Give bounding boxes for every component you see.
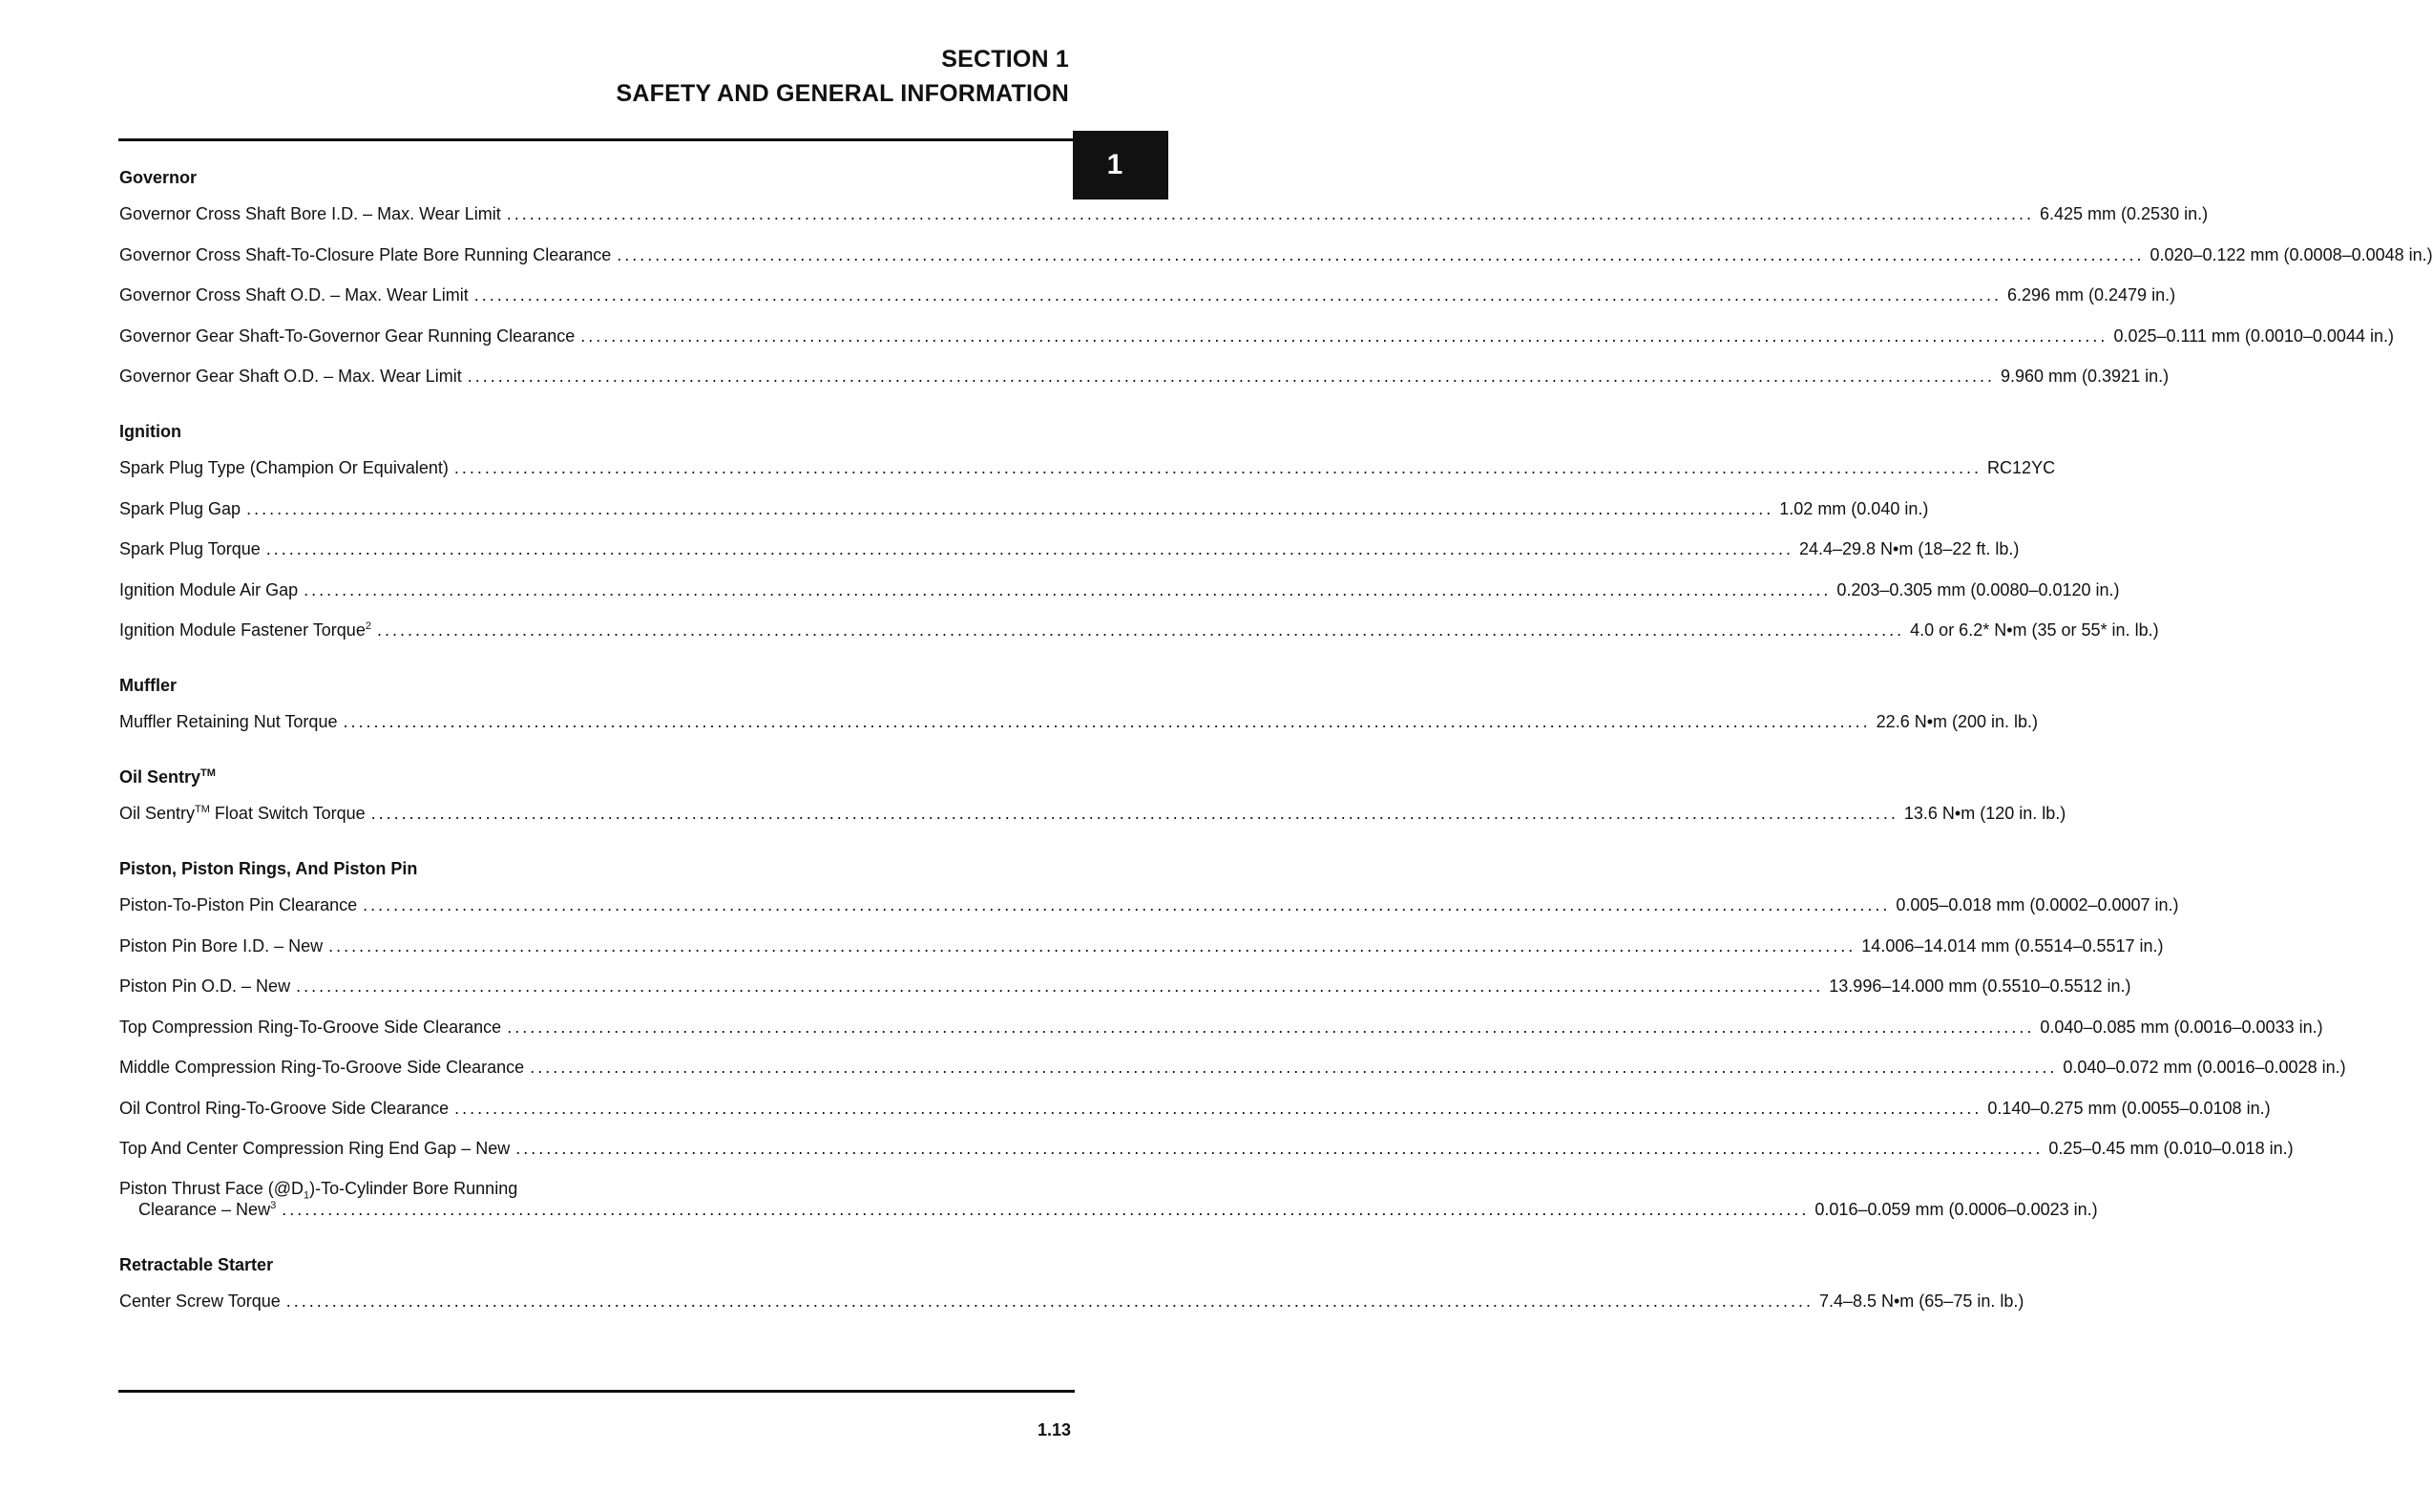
spec-label: Governor Cross Shaft Bore I.D. – Max. Wear Limit — [119, 204, 501, 223]
spec-label-text: Oil Sentry — [119, 804, 196, 823]
spec-row — [119, 579, 2120, 600]
spec-label: Center Screw Torque — [119, 1292, 281, 1311]
section-heading-text: Oil Sentry — [119, 767, 201, 787]
spec-row — [119, 284, 2176, 305]
subscript: 1 — [304, 1189, 310, 1202]
leader-dots: ........................................................................................................................................................................................................ — [467, 367, 1995, 386]
section-heading — [119, 763, 1006, 791]
spec-row — [119, 1138, 2294, 1159]
trademark-mark: TM — [200, 767, 216, 779]
leader-dots: ........................................................................................................................................................................................................ — [282, 1200, 1810, 1219]
spec-label-text: Ignition Module Fastener Torque — [119, 620, 366, 640]
spec-label-text: )-To-Cylinder Bore Running — [309, 1179, 518, 1198]
section-piston — [119, 854, 2346, 1220]
spec-value: 0.025–0.111 mm (0.0010–0.0044 in.) — [2113, 326, 2394, 346]
spec-value: 4.0 or 6.2* N•m (35 or 55* in. lb.) — [1910, 620, 2159, 640]
leader-dots: ........................................................................................................................................................................................................ — [285, 1292, 1814, 1311]
leader-dots: ........................................................................................................................................................................................................ — [454, 1098, 1982, 1118]
leader-dots: ........................................................................................................................................................................................................ — [376, 620, 1905, 640]
leader-dots: ........................................................................................................................................................................................................ — [328, 935, 1856, 956]
bottom-rule — [118, 1390, 1075, 1393]
spec-label: Oil Control Ring-To-Groove Side Clearance — [119, 1098, 450, 1118]
spec-value: 6.425 mm (0.2530 in.) — [2040, 204, 2209, 223]
spec-label: Piston-To-Piston Pin Clearance — [119, 895, 358, 914]
spec-label: Top And Center Compression Ring End Gap – New — [119, 1139, 511, 1158]
leader-dots: ........................................................................................................................................................................................................ — [304, 579, 1832, 599]
spec-label-text: Clearance – New — [138, 1200, 271, 1219]
spec-label: Spark Plug Type (Champion Or Equivalent) — [119, 458, 449, 477]
leader-dots: ........................................................................................................................................................................................................ — [265, 539, 1793, 558]
spec-value: 9.960 mm (0.3921 in.) — [2001, 367, 2170, 386]
spec-value: 1.02 mm (0.040 in.) — [1779, 498, 1929, 518]
spec-row — [119, 1199, 2098, 1220]
section-tab-label: 1 — [1106, 149, 1123, 180]
leader-dots: ........................................................................................................................................................................................................ — [617, 244, 2145, 264]
trademark-mark: TM — [195, 804, 210, 815]
spec-row — [119, 366, 2170, 387]
leader-dots: ........................................................................................................................................................................................................ — [530, 1058, 2058, 1077]
leader-dots: ........................................................................................................................................................................................................ — [343, 712, 1871, 731]
spec-row — [119, 498, 1929, 519]
section-ignition — [119, 417, 2159, 640]
spec-label: Governor Cross Shaft-To-Closure Plate Bore Running Clearance — [119, 244, 612, 264]
spec-row — [119, 1098, 2271, 1119]
section-heading: Retractable Starter — [119, 1255, 274, 1274]
section-heading: Piston, Piston Rings, And Piston Pin — [119, 859, 418, 878]
page-header — [616, 42, 1069, 111]
spec-row — [119, 244, 2433, 265]
leader-dots: ........................................................................................................................................................................................................ — [246, 498, 1774, 518]
spec-label — [138, 1199, 276, 1220]
spec-label: Governor Gear Shaft-To-Governor Gear Running Clearance — [119, 326, 576, 346]
spec-label: Piston Pin O.D. – New — [119, 976, 291, 996]
spec-label — [119, 620, 371, 640]
spec-row — [119, 711, 2039, 732]
spec-value: RC12YC — [1987, 458, 2056, 477]
spec-label: Ignition Module Air Gap — [119, 579, 299, 599]
footnote-marker: 3 — [270, 1200, 277, 1211]
section-title: SAFETY AND GENERAL INFORMATION — [616, 80, 1069, 107]
spec-label-text: Piston Thrust Face (@D — [119, 1179, 304, 1198]
spec-label: Muffler Retaining Nut Torque — [119, 712, 338, 731]
spec-value: 6.296 mm (0.2479 in.) — [2006, 285, 2176, 304]
leader-dots: ........................................................................................................................................................................................................ — [363, 895, 1891, 914]
spec-value: 7.4–8.5 N•m (65–75 in. lb.) — [1818, 1292, 2024, 1311]
spec-value: 0.040–0.072 mm (0.0016–0.0028 in.) — [2063, 1058, 2346, 1077]
spec-label — [119, 803, 366, 824]
leader-dots: ........................................................................................................................................................................................................ — [506, 204, 2034, 223]
spec-value: 0.040–0.085 mm (0.0016–0.0033 in.) — [2040, 1017, 2323, 1037]
leader-dots: ........................................................................................................................................................................................................ — [370, 804, 1898, 823]
leader-dots: ........................................................................................................................................................................................................ — [515, 1139, 2044, 1158]
spec-label: Top Compression Ring-To-Groove Side Clearance — [119, 1017, 502, 1037]
leader-dots: ........................................................................................................................................................................................................ — [580, 326, 2108, 346]
section-tab — [1073, 131, 1168, 200]
spec-value: 22.6 N•m (200 in. lb.) — [1876, 712, 2039, 731]
section-number: SECTION 1 — [941, 46, 1069, 73]
leader-dots: ........................................................................................................................................................................................................ — [507, 1017, 2035, 1037]
spec-value: 24.4–29.8 N•m (18–22 ft. lb.) — [1798, 539, 2020, 558]
section-heading: Governor — [119, 168, 198, 187]
section-governor — [119, 163, 2433, 387]
spec-value: 0.020–0.122 mm (0.0008–0.0048 in.) — [2150, 244, 2433, 264]
spec-row — [119, 203, 2209, 224]
spec-value: 0.005–0.018 mm (0.0002–0.0007 in.) — [1896, 895, 2179, 914]
page-number: 1.13 — [1037, 1420, 1071, 1439]
spec-label: Governor Gear Shaft O.D. – Max. Wear Limit — [119, 367, 462, 386]
section-muffler — [119, 671, 2039, 732]
spec-value: 0.140–0.275 mm (0.0055–0.0108 in.) — [1987, 1098, 2271, 1118]
spec-value: 13.996–14.000 mm (0.5510–0.5512 in.) — [1829, 976, 2131, 996]
spec-value: 0.203–0.305 mm (0.0080–0.0120 in.) — [1836, 579, 2120, 599]
spec-value: 13.6 N•m (120 in. lb.) — [1903, 804, 2066, 823]
spec-row — [119, 1291, 2024, 1312]
section-heading: Ignition — [119, 422, 181, 441]
spec-label: Middle Compression Ring-To-Groove Side Clearance — [119, 1058, 525, 1077]
spec-row — [119, 894, 2179, 915]
spec-row — [119, 1017, 2323, 1038]
spec-content — [119, 153, 2433, 1312]
spec-row — [119, 1057, 2346, 1078]
spec-row-multiline — [119, 1178, 2098, 1220]
spec-row — [119, 326, 2394, 346]
spec-value: 0.25–0.45 mm (0.010–0.018 in.) — [2048, 1139, 2294, 1158]
footnote-marker: 2 — [365, 620, 371, 632]
spec-label: Piston Pin Bore I.D. – New — [119, 935, 324, 956]
leader-dots: ........................................................................................................................................................................................................ — [473, 285, 2002, 304]
section-heading: Muffler — [119, 676, 177, 695]
spec-row — [119, 620, 2159, 640]
spec-row — [119, 538, 2020, 559]
spec-row — [119, 803, 2066, 824]
spec-row — [119, 976, 2131, 997]
spec-label — [119, 1178, 1006, 1202]
spec-row — [119, 457, 2056, 478]
spec-row — [119, 935, 2164, 956]
leader-dots: ........................................................................................................................................................................................................ — [453, 458, 1982, 477]
spec-label: Spark Plug Torque — [119, 539, 261, 558]
spec-label: Spark Plug Gap — [119, 498, 241, 518]
top-rule — [118, 138, 1073, 141]
spec-label-text: Float Switch Torque — [209, 804, 366, 823]
section-oil-sentry — [119, 763, 2066, 824]
leader-dots: ........................................................................................................................................................................................................ — [296, 976, 1824, 996]
spec-label: Governor Cross Shaft O.D. – Max. Wear Limit — [119, 285, 469, 304]
spec-value: 0.016–0.059 mm (0.0006–0.0023 in.) — [1814, 1200, 2098, 1219]
section-retractable-starter — [119, 1250, 2024, 1312]
spec-value: 14.006–14.014 mm (0.5514–0.5517 in.) — [1861, 935, 2164, 956]
